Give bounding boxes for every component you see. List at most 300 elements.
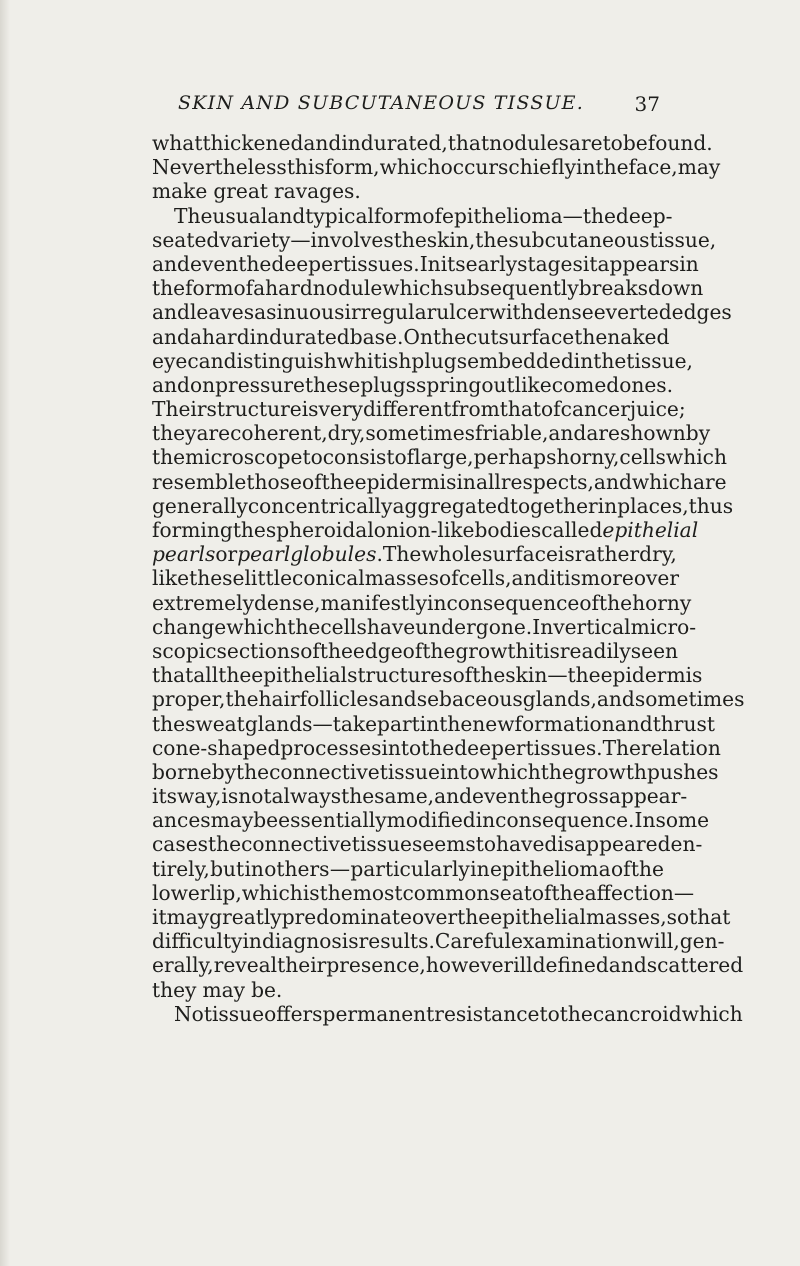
- word: The: [602, 735, 642, 760]
- text-line: [152, 784, 688, 809]
- word: epithelioma: [442, 203, 563, 228]
- word: way,: [176, 784, 222, 809]
- word: not: [238, 784, 272, 809]
- word: and: [152, 300, 190, 325]
- text-line: [152, 857, 664, 881]
- word: great: [213, 179, 269, 204]
- word: of: [233, 276, 254, 301]
- word: in: [244, 856, 264, 881]
- word: —: [547, 663, 568, 688]
- word: tissues.: [525, 735, 603, 760]
- text-line: [152, 179, 664, 203]
- word: the: [341, 784, 375, 809]
- word: a: [254, 300, 267, 325]
- text-line: [152, 445, 727, 470]
- word: skin,: [426, 227, 476, 252]
- word: even: [472, 784, 521, 809]
- word: out: [481, 372, 515, 397]
- text-line: [152, 880, 695, 905]
- word: the: [559, 1001, 593, 1026]
- word: places,: [617, 493, 689, 518]
- word: will,: [636, 929, 680, 954]
- word: deeper: [271, 251, 343, 276]
- word: en-: [670, 832, 703, 857]
- word: it: [549, 566, 565, 591]
- word: all: [475, 469, 501, 494]
- text-line: [152, 590, 692, 615]
- word: aggregated: [392, 493, 510, 518]
- word: the: [218, 663, 252, 688]
- word: the: [472, 663, 506, 688]
- word: formation: [514, 711, 615, 736]
- word: manifestly: [320, 590, 427, 615]
- word: is: [557, 542, 575, 567]
- word: the: [630, 856, 664, 881]
- word: may: [202, 977, 246, 1002]
- word: the: [567, 663, 601, 688]
- word: scattered: [646, 953, 744, 978]
- word: in: [427, 590, 447, 615]
- word: into: [439, 759, 480, 784]
- word: pushes: [646, 759, 719, 784]
- word: subsequently: [443, 276, 579, 301]
- word: the: [319, 880, 353, 905]
- word: like: [152, 566, 190, 591]
- word: appears: [597, 251, 680, 276]
- word: seat: [489, 880, 532, 905]
- word: most: [352, 880, 403, 905]
- word: consequence: [446, 590, 580, 615]
- word: and: [378, 687, 417, 712]
- word: however: [425, 953, 514, 978]
- word: The: [382, 542, 422, 567]
- word: resemble: [152, 469, 247, 494]
- word: tissue,: [626, 348, 693, 373]
- word: this: [286, 155, 325, 180]
- text-line: [152, 348, 693, 373]
- text-line: [152, 203, 673, 228]
- word: and: [152, 251, 190, 276]
- word: found.: [647, 131, 713, 155]
- word: moreover: [580, 566, 679, 591]
- word: the: [439, 711, 473, 736]
- word: sometimes: [365, 421, 475, 446]
- word: of: [301, 469, 322, 494]
- text-line: [152, 687, 745, 712]
- word: growth: [573, 759, 647, 784]
- word: and: [152, 372, 190, 397]
- text-line: [152, 227, 717, 252]
- word: juice: [629, 397, 679, 422]
- word: tissue: [379, 759, 440, 784]
- word: results.: [358, 929, 435, 954]
- word: cone-shaped: [152, 735, 281, 760]
- word: scopic: [152, 638, 217, 663]
- word: on: [189, 372, 216, 397]
- word: difficulty: [152, 929, 243, 954]
- word: pressure: [215, 372, 305, 397]
- word: In: [634, 808, 656, 833]
- word: —: [673, 880, 695, 905]
- word: of: [610, 856, 631, 881]
- word: be: [253, 808, 279, 833]
- word: seen: [630, 638, 679, 663]
- word: essentially: [278, 808, 387, 833]
- word: borne: [152, 759, 212, 784]
- word: spring: [416, 372, 482, 397]
- word: which: [631, 469, 693, 494]
- word: the: [152, 711, 186, 736]
- word: to: [602, 131, 623, 155]
- word: the: [421, 735, 455, 760]
- word: that: [447, 131, 490, 155]
- word: thickened: [202, 131, 304, 155]
- word: cancer: [560, 397, 630, 422]
- word: ;: [678, 397, 686, 422]
- word: and: [267, 203, 306, 228]
- word: embedded: [467, 348, 574, 373]
- word: affection: [584, 880, 674, 905]
- word: of: [402, 638, 423, 663]
- word: —: [329, 856, 351, 881]
- word: particularly: [350, 856, 470, 881]
- word: microscope: [185, 445, 303, 470]
- word: nodules: [489, 131, 569, 155]
- word: glands,: [522, 687, 597, 712]
- word: masses,: [586, 905, 667, 929]
- word: shown: [619, 421, 686, 446]
- running-title: SKIN AND SUBCUTANEOUS TISSUE.: [178, 92, 584, 114]
- word: which: [379, 155, 441, 180]
- word: they: [152, 421, 197, 446]
- word: presence,: [326, 953, 426, 978]
- word: it: [152, 905, 167, 929]
- page-edge-shadow: [0, 0, 10, 1266]
- word: the: [152, 276, 186, 301]
- word: in: [242, 929, 262, 954]
- word: the: [595, 155, 629, 180]
- body-text: [152, 131, 745, 1026]
- running-header: [150, 92, 660, 118]
- word: greatly: [209, 905, 282, 929]
- word: epithelioma: [489, 856, 611, 881]
- word: gen-: [679, 929, 725, 954]
- word: conical: [292, 566, 365, 591]
- word: and: [152, 324, 190, 349]
- text-line: [152, 638, 679, 663]
- word: which: [226, 614, 288, 639]
- word: comedones.: [551, 372, 674, 397]
- word: relation: [641, 735, 721, 760]
- text-line: [152, 711, 715, 736]
- word: the: [540, 759, 574, 784]
- text-line: [152, 759, 719, 784]
- text-line: [152, 131, 713, 155]
- word: the: [208, 832, 242, 857]
- word: is: [543, 638, 560, 663]
- word: readily: [559, 638, 631, 663]
- page-number: 37: [634, 92, 660, 116]
- text-line: [152, 276, 704, 301]
- word: dense: [533, 300, 594, 325]
- word: of: [531, 880, 552, 905]
- word: tissue,: [649, 227, 717, 252]
- word: that: [152, 663, 194, 688]
- word: deep-: [615, 203, 673, 228]
- word: in: [597, 493, 618, 518]
- word: thrust: [652, 711, 715, 736]
- word: which: [665, 445, 727, 470]
- word: plugs: [360, 372, 417, 397]
- word: consequence.: [495, 808, 635, 833]
- word: make: [152, 179, 208, 204]
- word: cells: [320, 614, 367, 639]
- word: cut: [466, 324, 499, 349]
- text-line: [152, 614, 697, 639]
- word: that: [689, 905, 731, 929]
- text-line: [152, 929, 725, 954]
- word: the: [287, 614, 321, 639]
- word: rather: [574, 542, 640, 567]
- word: very: [318, 397, 363, 422]
- word: tissue: [351, 832, 412, 857]
- word: surface: [498, 324, 575, 349]
- word: from: [451, 397, 500, 422]
- word: gross: [553, 784, 609, 809]
- word: in: [573, 348, 594, 373]
- word: usual: [212, 203, 268, 228]
- word: always: [271, 784, 342, 809]
- word: leaves: [189, 300, 255, 325]
- word: whitish: [336, 348, 412, 373]
- word: The: [174, 203, 213, 228]
- word: Their: [152, 397, 207, 422]
- word: those: [246, 469, 302, 494]
- word: horny,: [556, 445, 620, 470]
- word: all: [193, 663, 219, 688]
- word: connective: [269, 759, 380, 784]
- text-line: [152, 566, 679, 591]
- text-line: [152, 518, 699, 542]
- word: and: [303, 131, 342, 155]
- word: growth: [455, 638, 529, 663]
- word: edges: [671, 300, 732, 325]
- word: dry,: [327, 421, 366, 446]
- word: have: [496, 832, 545, 857]
- word: cases: [152, 832, 209, 857]
- text-line: [152, 663, 703, 688]
- word: hair: [258, 687, 300, 712]
- word: of: [300, 638, 320, 663]
- text-line: [152, 493, 734, 518]
- word: large,: [414, 445, 474, 470]
- word: sometimes: [634, 687, 745, 712]
- word: respects,: [500, 469, 594, 494]
- word: tissue: [203, 1001, 265, 1026]
- word: but: [210, 856, 245, 881]
- word: the: [422, 638, 456, 663]
- text-line: [152, 421, 711, 446]
- word: to: [302, 445, 323, 470]
- word: examination: [510, 929, 637, 954]
- word: take: [332, 711, 378, 736]
- word: the: [236, 759, 270, 784]
- word: new: [472, 711, 515, 736]
- word: are: [196, 421, 231, 446]
- word: indurated,: [341, 131, 448, 155]
- word: epithelial: [251, 663, 348, 688]
- word: seems: [411, 832, 476, 857]
- word: change: [152, 614, 227, 639]
- word: sections: [216, 638, 301, 663]
- word: micro-: [630, 614, 697, 639]
- word: others: [264, 856, 330, 881]
- word: structure: [206, 397, 302, 422]
- word: deeper: [454, 735, 526, 760]
- word: distinguish: [223, 348, 337, 373]
- word: masses: [364, 566, 439, 591]
- word: the: [475, 227, 509, 252]
- text-line: [152, 155, 721, 180]
- word: a: [189, 324, 203, 349]
- word: everted: [593, 300, 672, 325]
- word: cancroid: [592, 1001, 682, 1026]
- text-line: [152, 832, 703, 857]
- word: with: [488, 300, 534, 325]
- text-line: [152, 953, 744, 978]
- word: its: [152, 784, 177, 809]
- word: it: [528, 638, 544, 663]
- word: plugs: [411, 348, 468, 373]
- word: horny: [632, 590, 692, 615]
- word: can: [187, 348, 224, 373]
- word: these: [189, 566, 245, 591]
- word: of: [422, 203, 443, 228]
- word: are: [586, 421, 620, 446]
- word: by: [211, 759, 237, 784]
- word: occurs: [440, 155, 509, 180]
- word: in: [475, 808, 496, 833]
- word: predominate: [281, 905, 412, 929]
- word: the: [593, 348, 627, 373]
- word: cells,: [458, 566, 512, 591]
- word: tirely,: [152, 856, 210, 881]
- word: of: [394, 445, 415, 470]
- word: resistance: [434, 1001, 540, 1026]
- word: disappeared: [544, 832, 671, 857]
- word: may: [210, 808, 254, 833]
- word: nodule: [312, 276, 383, 301]
- text-line: [152, 324, 670, 349]
- word: skin: [505, 663, 548, 688]
- word: naked: [607, 324, 670, 349]
- word: bodies: [474, 518, 542, 542]
- word: dry,: [639, 542, 677, 567]
- word: so: [666, 905, 690, 929]
- word: be: [622, 131, 648, 155]
- word: sinuous: [266, 300, 345, 325]
- word: the: [393, 227, 427, 252]
- word: the: [319, 638, 353, 663]
- word: of: [438, 566, 459, 591]
- word: the: [520, 784, 554, 809]
- word: variety: [219, 227, 291, 252]
- word: the: [457, 905, 491, 929]
- word: in: [419, 711, 440, 736]
- word: they: [152, 977, 197, 1002]
- word: their: [277, 953, 327, 978]
- word: thus: [688, 493, 734, 518]
- word: edge: [352, 638, 403, 663]
- word: epidermis: [354, 469, 457, 494]
- word: the: [582, 203, 616, 228]
- word: defined: [532, 953, 609, 978]
- word: ravages.: [274, 179, 361, 204]
- text-line: [152, 397, 686, 422]
- word: and: [596, 687, 635, 712]
- word: tissues.: [342, 251, 420, 276]
- word: —: [290, 227, 311, 252]
- word: sweat: [185, 711, 245, 736]
- word: forming: [152, 518, 233, 542]
- word: some: [655, 808, 710, 833]
- word: of: [452, 663, 473, 688]
- word: hard: [202, 324, 250, 349]
- word: extremely: [152, 590, 254, 615]
- text-line: [152, 1001, 743, 1026]
- word: breaks: [578, 276, 648, 301]
- word: irregular: [344, 300, 437, 325]
- word: stages: [517, 251, 583, 276]
- word: structures: [347, 663, 453, 688]
- word: the: [574, 324, 608, 349]
- text-line: [152, 300, 732, 325]
- text-line: [152, 808, 710, 833]
- word: concentrically: [247, 493, 393, 518]
- word: friable,: [475, 421, 549, 446]
- word: epidermis: [600, 663, 703, 688]
- word: to: [475, 832, 497, 857]
- word: in: [679, 251, 699, 276]
- word: that: [499, 397, 542, 422]
- word: are: [568, 131, 603, 155]
- word: of: [579, 590, 600, 615]
- word: is: [564, 566, 581, 591]
- word: eye: [152, 348, 188, 373]
- word: and: [548, 421, 587, 446]
- word: the: [432, 324, 467, 349]
- word: like: [514, 372, 552, 397]
- text-line: [152, 735, 721, 760]
- word: together: [509, 493, 598, 518]
- word: processes: [280, 735, 382, 760]
- word: or: [215, 542, 238, 567]
- text-line: [152, 372, 674, 397]
- word: even: [189, 251, 239, 276]
- word: diagnosis: [261, 929, 359, 954]
- word: reveal: [213, 953, 278, 978]
- word: undergone.: [415, 614, 533, 639]
- word: which: [241, 880, 303, 905]
- word: involves: [310, 227, 394, 252]
- text-line: [152, 251, 699, 276]
- word: different: [362, 397, 452, 422]
- word: pearl: [237, 542, 291, 567]
- word: appear-: [608, 784, 688, 809]
- word: generally: [152, 493, 248, 518]
- text-line: [152, 469, 727, 494]
- word: form,: [324, 155, 380, 180]
